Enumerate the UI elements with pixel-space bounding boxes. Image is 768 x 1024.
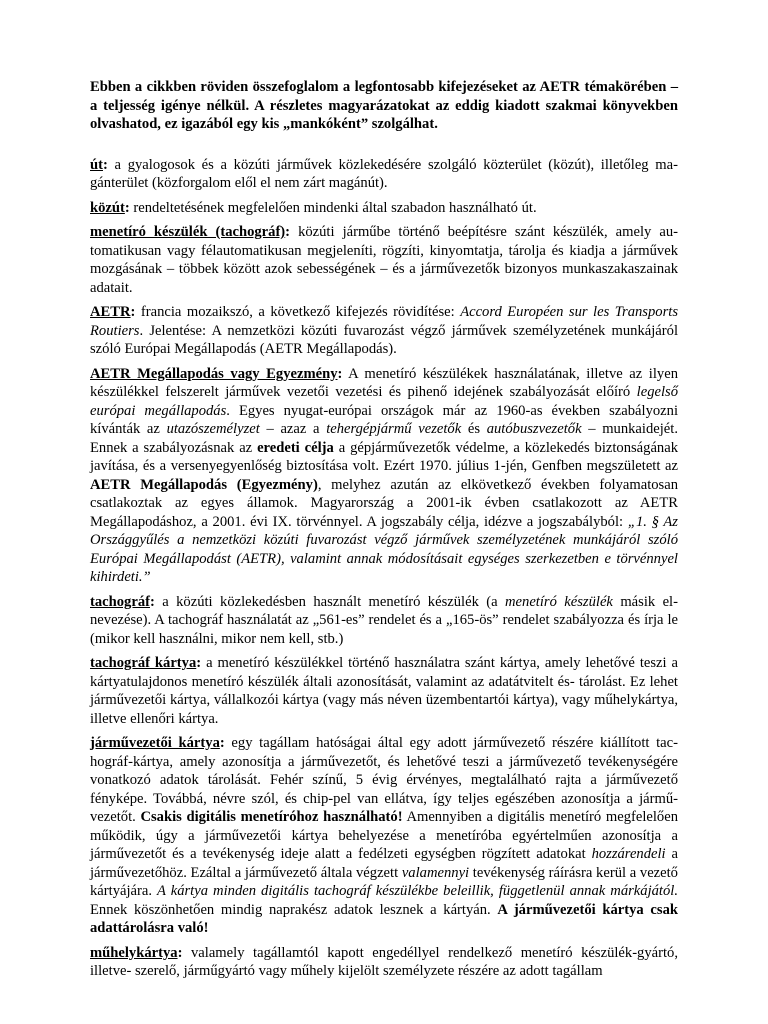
term-jarmuvezetoi-kartya: járművezetői kártya — [90, 735, 220, 751]
definition-tachograf — [90, 593, 678, 649]
definition-kozut — [90, 199, 678, 218]
definition-text: egy tagállam hatóságai által egy adott járművezető részére kiállított tachográf-kártya, amely azonosítja a járművezetőt, és lehetővé teszi a járművezető tevékenységére vonatkozó adatok tárolását. Fehér színű, 5 évig érvényes, megtalálható rajta a járművezető fényképe. Továbbá, névre szól, és chip-pel van ellátva, így teljes egészében azonosítja a járművezetőt. — [90, 735, 678, 825]
italic-phrase: autóbuszvezetők — [486, 421, 582, 437]
term-colon: : — [285, 224, 291, 240]
definition-text: tevékenység ráírásra kerül a vezető kártyájára. — [90, 864, 678, 899]
definition-text: rendeltetésének megfelelően mindenki által szabadon használható út. — [129, 199, 537, 216]
definition-text: a közúti közlekedésben használt menetíró készülék (a — [154, 593, 506, 610]
italic-phrase: Accord Européen sur les Transports Routiers — [90, 304, 678, 339]
definition-text: Amennyiben a digitális menetíró megfelelően működik, úgy a járművezetői kártya behelyezése a menetíróba egyértelműen azonosítja a járművezetőt és a tevékenység ideje alatt a fedélzeti egységben rögzített adatokat — [90, 809, 678, 862]
italic-phrase: tehergépjármű vezetők — [326, 421, 462, 437]
bold-phrase: eredeti célja — [257, 439, 334, 456]
term-colon: : — [196, 655, 202, 671]
definition-text: a gépjárművezetők védelme, a közlekedés biztonságának javítása, és a versenyegyenlőség biztosítása volt. Ezért 1970. július 1-jén, Genfben megszületett az — [90, 439, 679, 474]
definition-muhelykartya — [90, 944, 678, 981]
term-aetr: AETR — [90, 304, 131, 320]
definition-text: A menetíró készülékek használatának, illetve az ilyen készülékkel felszerelt járművek vezetői vezetési és pihenő idejének szabályozását előíró — [90, 365, 678, 400]
definition-aetr — [90, 303, 678, 359]
definition-text: a gyalogosok és a közúti járművek közlekedésére szolgáló közterület (közút), illetőleg magánterület (közforgalom elől el nem zárt magánút). — [90, 156, 678, 191]
definition-text: – munkaidejét. Ennek a szabályozásnak az — [90, 421, 678, 456]
definition-text: közúti járműbe történő beépítésre szánt készülék, amely automatikusan vagy félautomatikusan megjeleníti, rögzíti, kinyomtatja, tárolja és kiadja a járművek mozgásának – többek között azok sebességének – és a járművezetők bizonyos munkaszakaszainak adatait. — [90, 224, 678, 296]
italic-phrase: hozzárendeli — [591, 846, 666, 862]
italic-phrase: menetíró készülék — [505, 593, 613, 610]
definition-text: valamely tagállamtól kapott engedéllyel rendelkező menetíró készülék-gyártó, illetve- szerelő, járműgyártó vagy műhely kijelölt személyzete részére az adott tagállam — [90, 944, 678, 979]
definition-text: , melyhez azután az elkövetkező években folyamatosan csatlakoztak az egyes államok. Magyarország a 2001-ik évben csatlakozott az AETR Megállapodáshoz, a 2001. évi IX. törvénnyel. A jogszabály célja, idézve a jogszabályból: — [90, 476, 679, 530]
law-quote: „1. § Az Országgyűlés a nemzetközi közúti fuvarozást végző járművek személyzetének munkájáról szóló Európai Megállapodást (AETR), valamint annak módosításait egységes szerkezetben e törvénnyel kihirdeti.” — [90, 513, 678, 585]
term-tachograf-kartya: tachográf kártya — [90, 655, 197, 671]
definition-text: . Egyes nyugat-európai országok már az 1960-as években szabályozni kívánták az — [90, 402, 679, 437]
term-colon: : — [219, 735, 225, 751]
term-kozut: közút — [90, 199, 125, 216]
definition-text: a menetíró készülékkel történő használatra szánt kártya, amely lehetővé teszi a kártyatulajdonos menetíró készülék általi azonosítását, valamint az adatátvitelt és- tárolást. Ez lehet járművezetői kártya, vállalkozói kártya (vagy más néven üzembentartói kártya), vagy műhelykártya, illetve ellenőri kártya. — [90, 655, 678, 727]
definition-text: francia mozaikszó, a következő kifejezés rövidítése: — [135, 304, 461, 320]
term-muhelykartya: műhelykártya — [90, 944, 178, 961]
bold-phrase: AETR Megállapodás (Egyezmény) — [90, 476, 318, 493]
definition-text: – azaz a — [259, 421, 327, 437]
italic-phrase: A kártya minden digitális tachográf készülékbe beleillik, függetlenül annak márkájától. — [157, 883, 678, 899]
term-colon: : — [130, 304, 136, 320]
italic-phrase: legelső európai megállapodás — [90, 384, 678, 419]
italic-phrase: valamennyi — [401, 864, 470, 881]
term-megallapodas: AETR Megállapodás vagy Egyezmény — [90, 365, 338, 382]
bold-phrase: A járművezetői kártya csak adattárolásra való! — [90, 901, 678, 936]
definition-jarmuvezetoi-kartya — [90, 734, 678, 938]
bold-phrase: Csakis digitális menetíróhoz használható! — [140, 809, 403, 825]
term-colon: : — [102, 156, 108, 173]
definition-ut — [90, 156, 678, 193]
document-page — [90, 78, 678, 987]
definition-text: és — [461, 421, 487, 437]
definition-text: a járművezetőhöz. Ezáltal a járművezető általa végzett — [90, 846, 678, 881]
definition-menetiro — [90, 223, 678, 297]
term-colon: : — [177, 944, 183, 961]
term-menetiro: menetíró készülék (tachográf) — [90, 224, 286, 240]
term-colon: : — [337, 365, 343, 382]
italic-phrase: utazószemélyzet — [166, 421, 260, 437]
term-ut: út — [90, 156, 103, 173]
intro-paragraph: Ebben a cikkben röviden összefoglalom a legfontosabb kifejezéseket az AETR témakörében – a teljesség igénye nélkül. A részletes magyarázatokat az eddig kiadott szakmai könyvekben olvashatod, ez igazából egy kis „mankóként” szolgálhat. — [90, 79, 678, 132]
term-colon: : — [149, 593, 155, 610]
definition-tachograf-kartya — [90, 654, 678, 728]
term-colon: : — [124, 199, 130, 216]
term-tachograf: tachográf — [90, 593, 150, 610]
definition-text: másik elnevezése). A tachográf használatát az „561-es” rendelet és a „165-ös” rendelet szabályozza és írja le (mikor kell használni, mikor nem kell, stb.) — [90, 593, 678, 647]
definition-megallapodas — [90, 365, 678, 587]
definition-text: Ennek köszönhetően mindig naprakész adatok lesznek a kártyán. — [90, 901, 498, 918]
definition-text: . Jelentése: A nemzetközi közúti fuvarozást végző járművek személyzetének munkájáról szóló Európai Megállapodás (AETR Megállapodás). — [90, 322, 678, 357]
